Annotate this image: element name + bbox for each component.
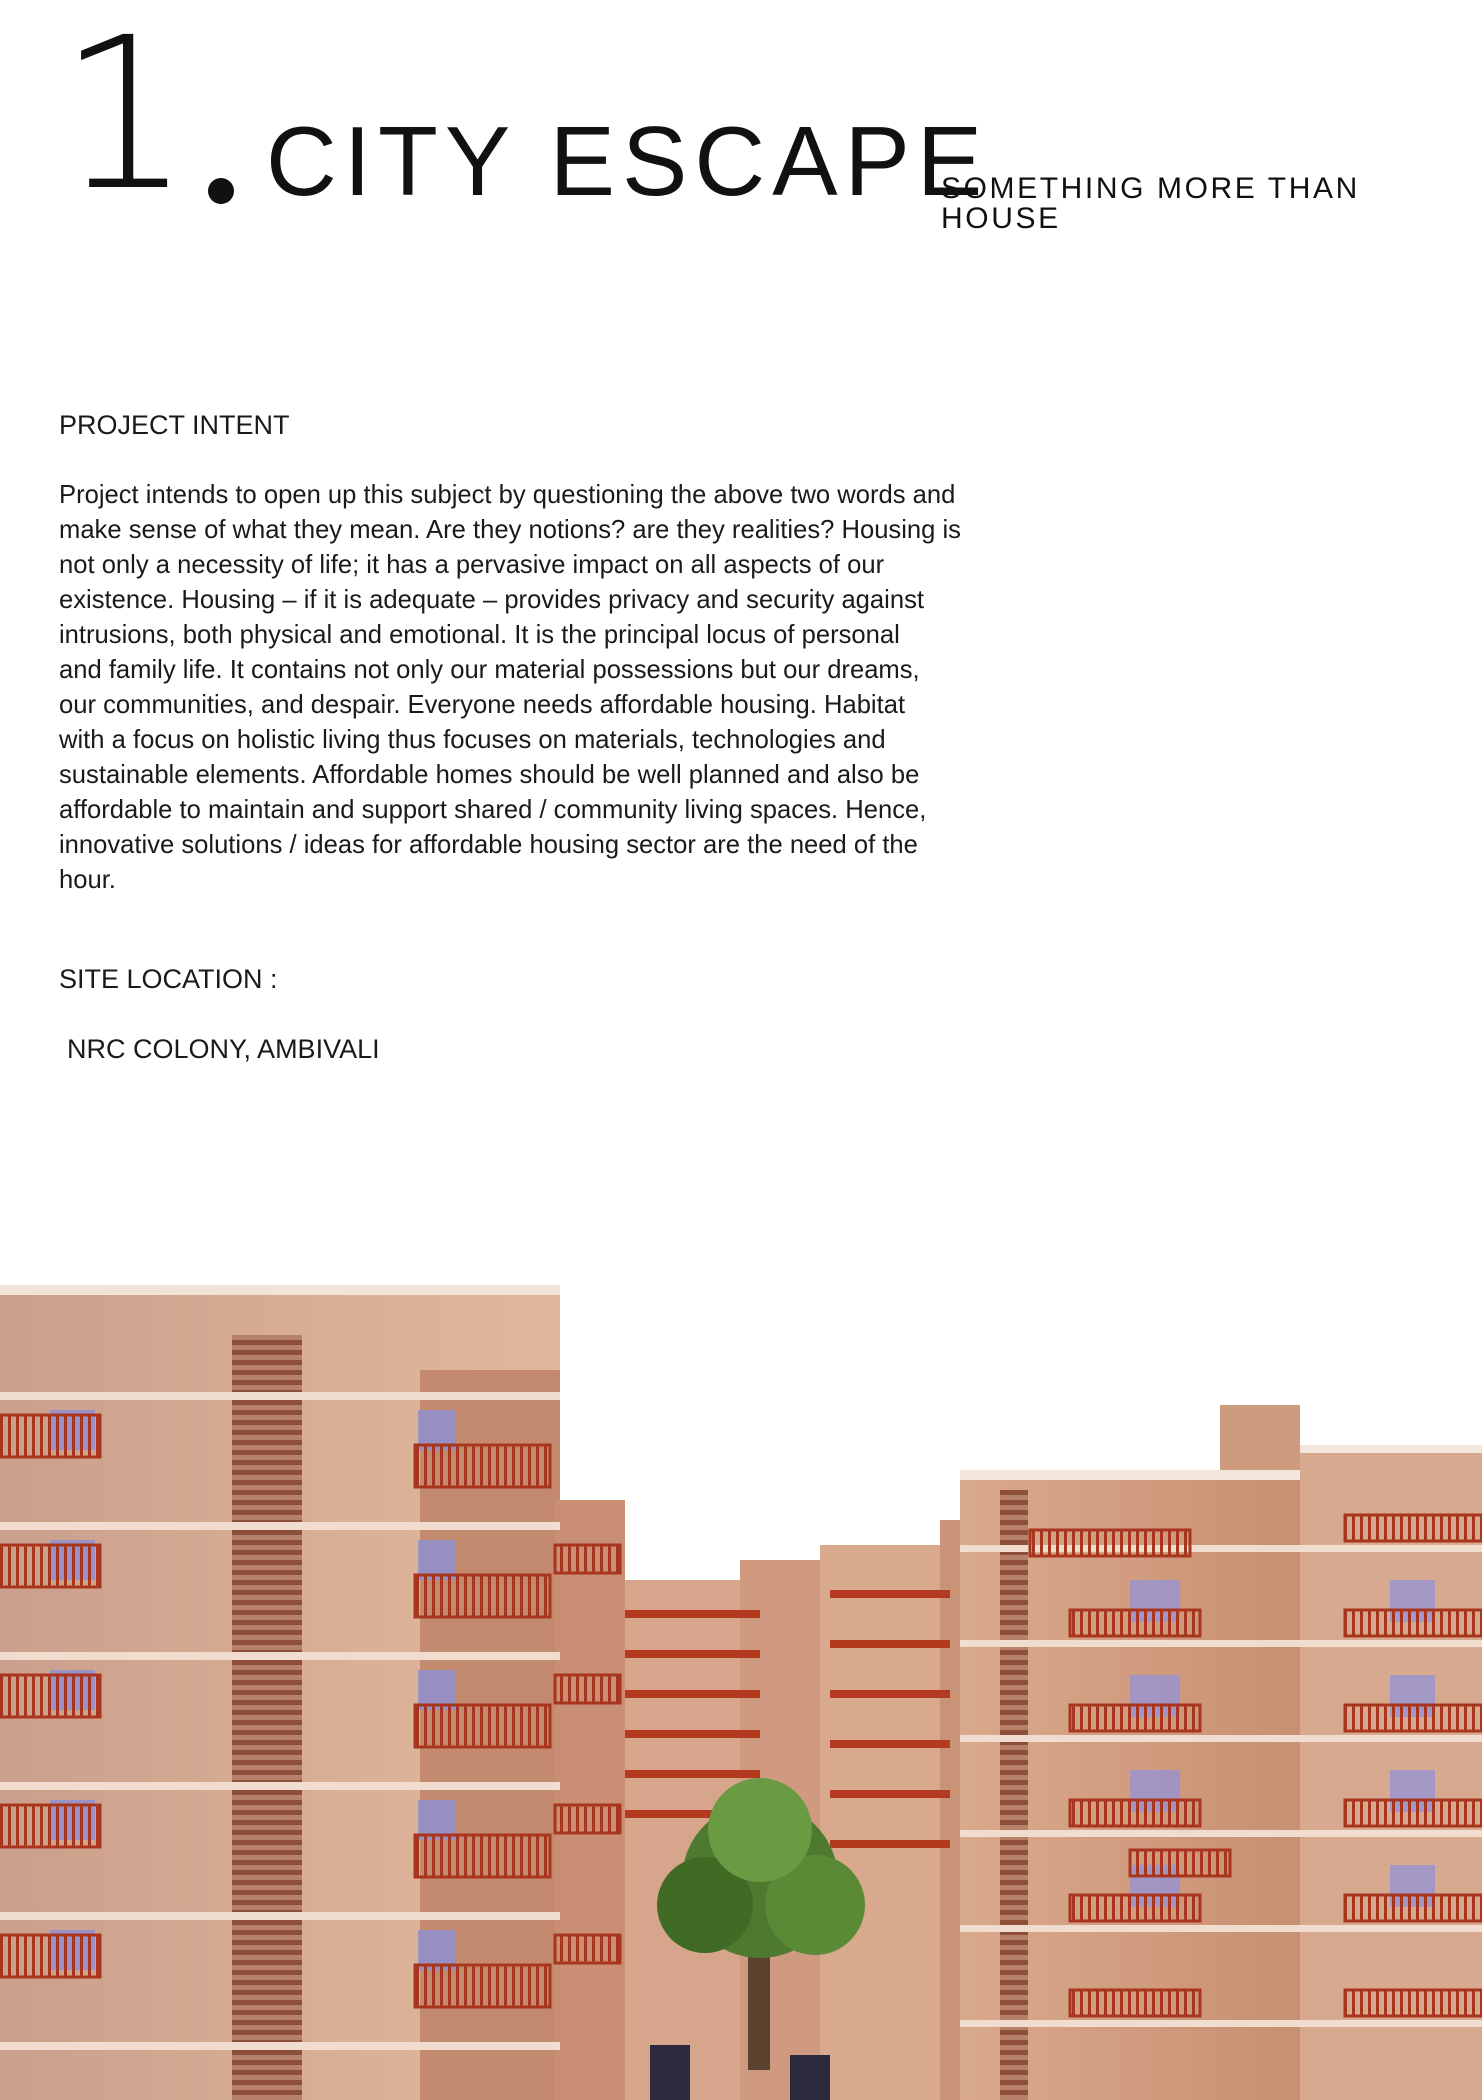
paragraph-line: affordable to maintain and support shared / community living spaces. Hence,: [59, 796, 927, 824]
site-location-heading: SITE LOCATION :: [59, 964, 278, 994]
paragraph-line: hour.: [59, 866, 116, 894]
paragraph-line: and family life. It contains not only our material possessions but our dreams,: [59, 656, 920, 684]
paragraph-line: innovative solutions / ideas for affordable housing sector are the need of the: [59, 831, 918, 859]
site-location-value: NRC COLONY, AMBIVALI: [67, 1034, 380, 1064]
project-intent-heading: PROJECT INTENT: [59, 410, 290, 440]
page-title: CITY ESCAPE: [266, 106, 990, 216]
building-rendering: [0, 1260, 1482, 2100]
section-number-dot: [208, 178, 234, 204]
paragraph-line: make sense of what they mean. Are they notions? are they realities? Housing is: [59, 516, 961, 544]
section-number: 1: [58, 0, 188, 237]
paragraph-line: not only a necessity of life; it has a pervasive impact on all aspects of our: [59, 551, 885, 579]
paragraph-line: our communities, and despair. Everyone needs affordable housing. Habitat: [59, 691, 906, 719]
paragraph-line: with a focus on holistic living thus focuses on materials, technologies and: [59, 726, 886, 754]
paragraph-line: existence. Housing – if it is adequate – provides privacy and security against: [59, 586, 924, 614]
page-subtitle: SOMETHING MORE THAN HOUSE: [941, 172, 1360, 235]
paragraph-line: Project intends to open up this subject by questioning the above two words and: [59, 481, 956, 509]
right-tower: [960, 1405, 1482, 2100]
paragraph-line: sustainable elements. Affordable homes should be well planned and also be: [59, 761, 920, 789]
project-intent-paragraph: [59, 478, 1069, 898]
paragraph-line: intrusions, both physical and emotional. It is the principal locus of personal: [59, 621, 900, 649]
left-tower: [0, 1285, 625, 2100]
